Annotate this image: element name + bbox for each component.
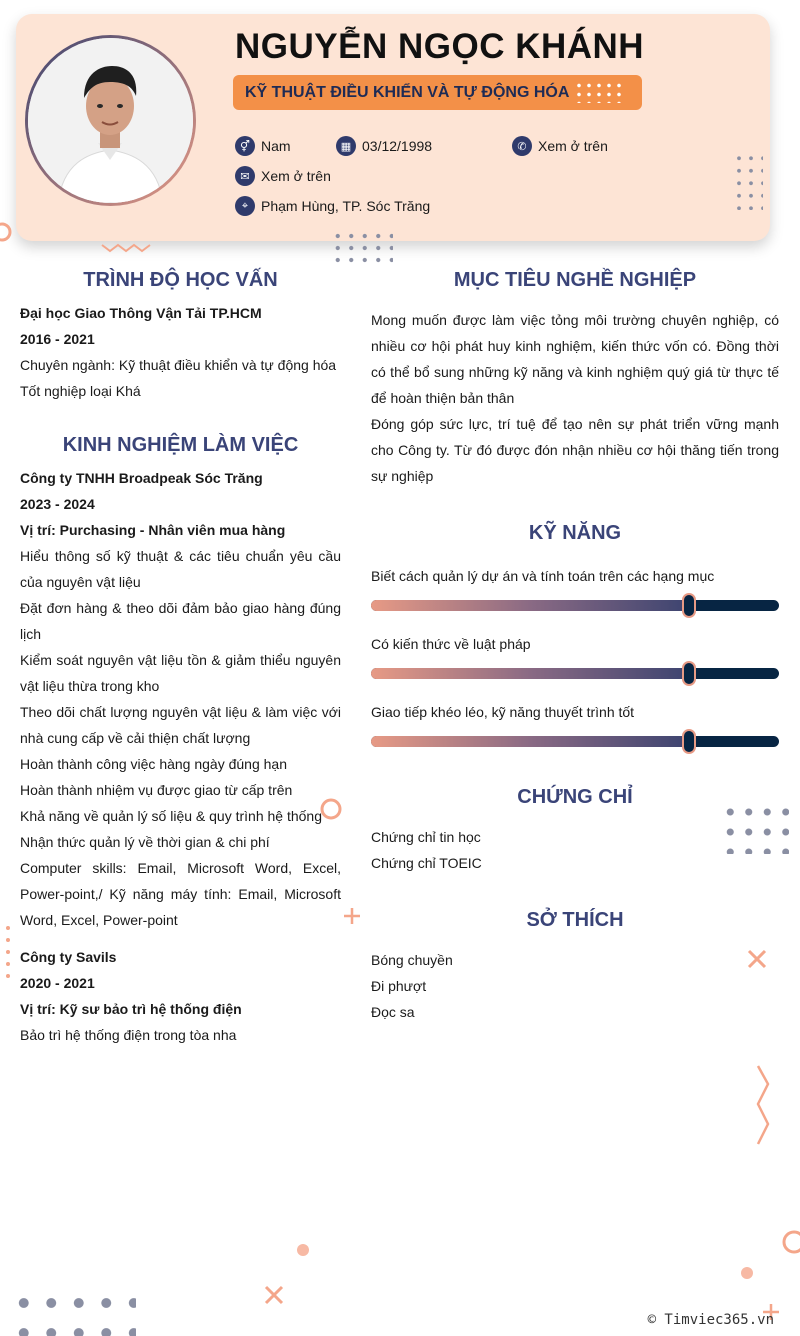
avatar-photo — [28, 38, 193, 203]
calendar-icon: ▦ — [336, 136, 356, 156]
job-period: 2023 - 2024 — [20, 496, 95, 512]
decorative-dots — [733, 152, 763, 210]
gender-value: Nam — [261, 138, 291, 154]
certificates-section — [371, 824, 779, 876]
cross-shape — [263, 1284, 285, 1306]
birthday-value: 03/12/1998 — [362, 138, 433, 154]
job-title-banner — [233, 75, 642, 110]
skill-bar — [371, 736, 779, 747]
decorative-dots — [10, 1288, 136, 1336]
education-period: 2016 - 2021 — [20, 331, 95, 347]
ring-shape — [780, 1228, 800, 1258]
objective-title: MỤC TIÊU NGHỀ NGHIỆP — [453, 269, 697, 291]
dot-shape — [296, 1243, 310, 1257]
phone-icon: ✆ — [512, 136, 532, 156]
address-value: Phạm Hùng, TP. Sóc Trăng — [261, 198, 431, 214]
job-title: KỸ THUẬT ĐIỀU KHIỂN VÀ TỰ ĐỘNG HÓA — [245, 84, 570, 101]
job-duty: Hoàn thành nhiệm vụ được giao từ cấp trên — [20, 782, 293, 798]
skill-bar-knob — [682, 593, 696, 618]
experience-section — [20, 465, 341, 933]
decorative-dots — [574, 81, 626, 103]
skill-bar-fill — [371, 600, 689, 611]
skill-label: Giao tiếp khéo léo, kỹ năng thuyết trình tốt — [371, 704, 635, 720]
education-title: TRÌNH ĐỘ HỌC VẤN — [83, 269, 278, 291]
skill-bar-knob — [682, 729, 696, 754]
email-info — [235, 166, 331, 186]
job-company: Công ty Savils — [20, 949, 117, 965]
decorative-dots — [331, 230, 393, 264]
skill-label: Có kiến thức về luật pháp — [371, 636, 531, 652]
skill-bar-fill — [371, 668, 689, 679]
job-duty: Đặt đơn hàng & theo dõi đảm bảo giao hàng đúng lịch — [20, 600, 341, 642]
job-duty: Theo dõi chất lượng nguyên vật liệu & làm việc với nhà cung cấp về cải thiện chất lượng — [20, 704, 341, 746]
email-value: Xem ở trên — [261, 168, 331, 184]
job-position: Vị trí: Purchasing - Nhân viên mua hàng — [20, 522, 286, 538]
hobby-item: Đi phượt — [371, 978, 427, 994]
candidate-name: NGUYỄN NGỌC KHÁNH — [235, 27, 645, 66]
plus-shape — [342, 906, 362, 926]
job-duty: Hiểu thông số kỹ thuật & các tiêu chuẩn yêu cầu của nguyên vật liệu — [20, 548, 341, 590]
job-duty: Nhận thức quản lý về thời gian & chi phí — [20, 834, 270, 850]
certificate-item: Chứng chỉ tin học — [371, 829, 481, 845]
skills-title: KỸ NĂNG — [528, 522, 622, 544]
phone-info — [512, 136, 608, 156]
location-pin-icon: ⌖ — [235, 196, 255, 216]
birthday-info — [336, 136, 432, 156]
education-major: Chuyên ngành: Kỹ thuật điều khiển và tự động hóa — [20, 357, 337, 373]
certificate-item: Chứng chỉ TOEIC — [371, 855, 482, 871]
education-section — [20, 300, 341, 404]
zigzag-shape — [754, 1064, 772, 1146]
dot-column — [4, 924, 12, 1014]
skill-bar — [371, 600, 779, 611]
hobby-item: Đọc sa — [371, 1004, 415, 1020]
skill-bar-knob — [682, 661, 696, 686]
skill-bar-fill — [371, 736, 689, 747]
ring-shape — [0, 220, 14, 244]
school-name: Đại học Giao Thông Vận Tải TP.HCM — [20, 305, 262, 321]
objective-paragraph: Mong muốn được làm việc tỏng môi trường chuyên nghiệp, có nhiều cơ hội phát huy kinh nghiệm, kiến thức vốn có. Đồng thời có thể bổ sung những kỹ năng và kinh nghiệm quý giá từ thực tế để hoàn thiện bản thân — [371, 312, 779, 406]
email-icon: ✉ — [235, 166, 255, 186]
address-info — [235, 196, 430, 216]
certificates-title: CHỨNG CHỈ — [517, 786, 633, 808]
hobbies-title: SỞ THÍCH — [526, 909, 624, 931]
skill-label: Biết cách quản lý dự án và tính toán trên các hạng mục — [371, 568, 715, 584]
gender-info — [235, 136, 291, 156]
job-duty: Hoàn thành công việc hàng ngày đúng hạn — [20, 756, 287, 772]
hobby-item: Bóng chuyền — [371, 952, 453, 968]
experience-title: KINH NGHIỆM LÀM VIỆC — [62, 434, 299, 456]
hobbies-section — [371, 947, 779, 1025]
avatar — [25, 35, 196, 206]
zigzag-shape — [100, 242, 154, 254]
experience-section-2 — [20, 944, 341, 1048]
gender-icon: ⚥ — [235, 136, 255, 156]
objective-paragraph: Đóng góp sức lực, trí tuệ để tạo nên sự phát triển vững mạnh cho Công ty. Từ đó được đón nhận nhiều cơ hội thăng tiến trong sự nghiệp — [371, 416, 779, 484]
phone-value: Xem ở trên — [538, 138, 608, 154]
skill-bar — [371, 668, 779, 679]
dot-shape — [740, 1266, 754, 1280]
job-duty: Khả năng về quản lý số liệu & quy trình hệ thống — [20, 808, 322, 824]
job-duty: Kiểm soát nguyên vật liệu tồn & giảm thiểu nguyên vật liệu thừa trong kho — [20, 652, 341, 694]
job-period: 2020 - 2021 — [20, 975, 95, 991]
job-duty: Bảo trì hệ thống điện trong tòa nha — [20, 1027, 237, 1043]
job-duty: Computer skills: Email, Microsoft Word, Excel, Power-point,/ Kỹ năng máy tính: Email, Microsoft Word, Excel, Power-point — [20, 860, 341, 928]
objective-section — [371, 307, 779, 489]
education-grade: Tốt nghiệp loại Khá — [20, 383, 141, 399]
job-company: Công ty TNHH Broadpeak Sóc Trăng — [20, 470, 263, 486]
watermark: © Timviec365.vn — [647, 1312, 774, 1328]
job-position: Vị trí: Kỹ sư bảo trì hệ thống điện — [20, 1001, 242, 1017]
